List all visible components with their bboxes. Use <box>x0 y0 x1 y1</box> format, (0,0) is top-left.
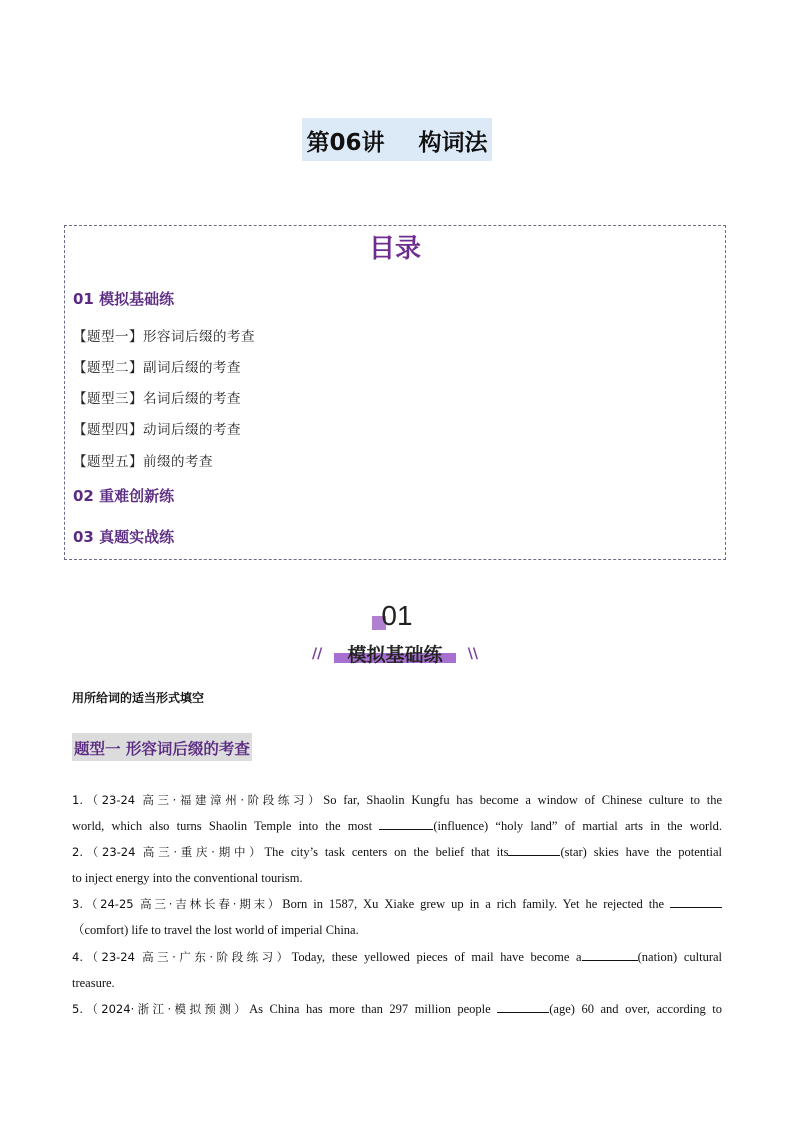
section-number: 01 <box>381 600 413 631</box>
question-text: (star) skies have the potential <box>560 845 723 859</box>
toc-section-01[interactable]: 01 模拟基础练 <box>73 290 175 308</box>
question-1-line-2 <box>72 813 722 839</box>
question-source: 1.（23-24 高三·福建漳州·阶段练习） <box>72 793 324 807</box>
question-text: Today, these yellowed pieces of mail have become a <box>291 950 582 964</box>
toc-item-type-1[interactable]: 【题型一】形容词后缀的考查 <box>73 329 255 345</box>
document-title <box>0 118 794 161</box>
toc-item-type-4[interactable]: 【题型四】动词后缀的考查 <box>73 422 241 438</box>
section-banner-slash-left: // <box>312 646 323 662</box>
section-banner-slash-right: \\ <box>467 646 478 662</box>
instruction-text: 用所给词的适当形式填空 <box>72 691 205 705</box>
answer-blank[interactable] <box>497 1000 549 1013</box>
question-text: (influence) “holy land” of martial arts in the world. <box>433 819 722 833</box>
question-text: The city’s task centers on the belief that its <box>264 845 509 859</box>
question-type-heading: 题型一 形容词后缀的考查 <box>72 733 252 761</box>
question-2-line-2 <box>72 865 722 891</box>
question-3-line-1 <box>72 891 722 917</box>
question-text: world, which also turns Shaolin Temple into the most <box>72 819 380 833</box>
answer-blank[interactable] <box>670 895 722 908</box>
question-source: 3.（24-25 高三·吉林长春·期末） <box>72 897 283 911</box>
question-source: 5.（2024·浙江·模拟预测） <box>72 1002 250 1016</box>
question-text: treasure. <box>72 976 115 990</box>
toc-item-type-5[interactable]: 【题型五】前缀的考查 <box>73 454 213 470</box>
answer-blank[interactable] <box>508 843 560 856</box>
question-text: So far, Shaolin Kungfu has become a window of Chinese culture to the <box>323 793 722 807</box>
question-text: to inject energy into the conventional tourism. <box>72 871 303 885</box>
answer-blank[interactable] <box>582 948 638 961</box>
question-text: (nation) cultural <box>637 950 723 964</box>
toc-heading: 目录 <box>368 234 421 264</box>
question-text: Born in 1587, Xu Xiake grew up in a rich family. Yet he rejected the <box>282 897 670 911</box>
question-4-line-1 <box>72 944 722 970</box>
question-2-line-1 <box>72 839 722 865</box>
lecture-topic: 构词法 <box>418 130 488 156</box>
question-source: 4.（23-24 高三·广东·阶段练习） <box>72 950 292 964</box>
section-banner <box>312 640 478 666</box>
question-source: 2.（23-24 高三·重庆·期中） <box>72 845 265 859</box>
lecture-number: 第06讲 <box>306 130 385 156</box>
toc-section-03[interactable]: 03 真题实战练 <box>73 528 175 546</box>
answer-blank[interactable] <box>379 817 433 830</box>
question-1-line-1 <box>72 787 722 813</box>
toc-item-type-3[interactable]: 【题型三】名词后缀的考查 <box>73 391 241 407</box>
section-name: 模拟基础练 <box>347 644 443 666</box>
toc-section-02[interactable]: 02 重难创新练 <box>73 487 175 505</box>
question-text: （comfort) life to travel the lost world of imperial China. <box>72 923 359 937</box>
toc-item-type-2[interactable]: 【题型二】副词后缀的考查 <box>73 360 241 376</box>
table-of-contents <box>64 225 726 560</box>
question-text: (age) 60 and over, according to <box>549 1002 722 1016</box>
question-4-line-2 <box>72 970 722 996</box>
question-text: As China has more than 297 million people <box>249 1002 498 1016</box>
question-5-line-1 <box>72 996 722 1022</box>
question-3-line-2 <box>72 917 722 943</box>
